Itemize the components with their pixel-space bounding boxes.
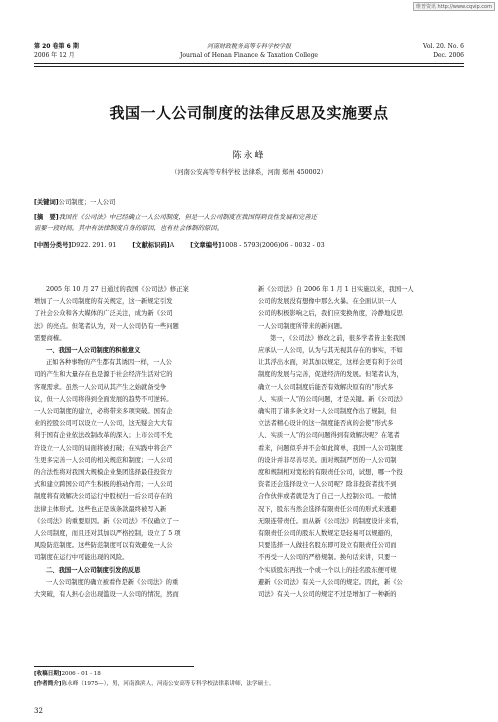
text-line: 许设立一人公司的局面将被打破；在实践中将会产: [34, 444, 173, 452]
text-line: 大突破，有人担心会出现滥设一人公司的情况，然而: [34, 591, 179, 599]
text-line: 风险防范制度。这些防范制度可以有效避免一人公: [34, 542, 173, 550]
text-line: 只要选择一人做挂名股东即可设立有限责任公司而: [258, 542, 397, 550]
text-line: 了社会公众和各大媒体的广泛关注，成为新《公司: [34, 310, 173, 318]
text-line: 客观需求。虽然一人公司从其产生之始就备受争: [34, 383, 167, 391]
text-line: 生更多完善一人公司的相关规范和制度；一人公司: [34, 456, 173, 464]
text-line: 正如各种事物的产生都有其诱因一样，一人公: [46, 359, 172, 367]
text-line: 立法者精心设计的这一制度能否真的会使“形式多: [258, 420, 394, 428]
author-name: 陈永峰: [232, 151, 266, 161]
keywords-text: 公司制度；一人公司: [58, 199, 116, 206]
text-line: 人、实质一人”的公司问题，才是关键。新《公司法》: [258, 395, 407, 403]
text-line: 公司的积极影响之后，我们应变换角度，冷静地反思: [258, 310, 403, 318]
footnotes: [34, 669, 474, 689]
text-line: 让其浮出水面，对其加以规定，这样会更有利于公司: [258, 359, 403, 367]
text-line: 第一，《公司法》修改之前，很多学者皆主张我国: [270, 334, 406, 342]
author-bio: [34, 679, 474, 689]
text-line: 人、实质一人”的公司问题得到有效解决呢？在笔者: [258, 432, 400, 440]
abstract-line-2: 需要一段时间。其中有法律制度自身的原因，也有社会体制的原因。: [34, 225, 223, 232]
volume-info-en: [423, 42, 464, 60]
text-line: 一人公司制度所带来的新问题。: [258, 322, 347, 330]
abstract-label: [摘 要]: [34, 214, 59, 221]
text-line: 利于国有企业依法改制改革的深入；上市公司不允: [34, 432, 173, 440]
issue-date: 2006 年 12 月: [34, 52, 75, 59]
text-line: 一人公司制度的确立被看作是新《公司法》的重: [46, 578, 179, 586]
text-line: 的设计并非尽善尽美。面对规制严厉的一人公司制: [258, 456, 397, 464]
watermark-stamp: 维普资讯 http://www.cqvip.com: [413, 2, 495, 11]
text-line: 新《公司法》自 2006 年 1 月 1 日实施以来，我国一人: [258, 286, 414, 293]
section-1-paragraph: [34, 357, 240, 564]
header-rule: [34, 63, 464, 64]
text-line: 况下，股东当然会选择有限责任公司的形式来逃避: [258, 505, 397, 513]
article-title: 我国一人公司制度的法律反思及实施要点: [109, 104, 389, 122]
volume-issue: 第 20 卷第 6 期: [34, 43, 79, 50]
text-line: 制度的发展与完善，促进经济的发展。但笔者认为，: [258, 371, 403, 379]
section-heading-1: 一、我国一人公司制度的积极意义: [46, 347, 141, 355]
clc-number: D922. 291. 91: [71, 242, 117, 249]
text-line: 需要商榷。: [34, 334, 66, 342]
text-line: 度和规制相对宽松的有限责任公司，试想，哪一个投: [258, 469, 403, 477]
abstract: [34, 212, 464, 234]
text-line: 议，但一人公司将得到全面发展的趋势不可逆转。: [34, 395, 173, 403]
received-label: [收稿日期]: [34, 671, 62, 677]
text-line: 确立一人公司制度后能否有效解决原有的“形式多: [258, 383, 394, 391]
classification: [34, 240, 464, 251]
text-line: 法律主体形式。这些也正是该条款最终被写入新: [34, 505, 167, 513]
text-line: 合作伙伴或者就是为了自己一人控制公司。一般情: [258, 493, 397, 501]
text-line: 司法》有关一人公司的规定不过是增加了一种新的: [258, 591, 397, 599]
left-column: [34, 284, 240, 601]
journal-name-en: Journal of Henan Finance & Taxation College: [180, 52, 318, 59]
text-line: 增加了一人公司制度的有关规定，这一新规定引发: [34, 298, 173, 306]
text-line: 公司的发展没有想像中那么火暴。在全面认识一人: [258, 298, 397, 306]
doc-code-label: [文献标识码]: [132, 242, 170, 249]
keywords: [34, 197, 464, 208]
right-column: [258, 284, 464, 601]
article-number-label: [文章编号]: [190, 242, 222, 249]
abstract-line-1: 我国在《公司法》中已经确立一人公司制度，但是一人公司制度在我国得到良性发展和完善还: [58, 214, 317, 221]
section-2-paragraph: [34, 577, 240, 601]
text-line: 资者还会选择设立一人公司呢？除非投资者找不到: [258, 481, 397, 489]
text-line: 有限责任公司的股东人数规定是轻易可以规避的，: [258, 530, 397, 538]
text-line: 司制度在运行中可能出现的风险。: [34, 554, 129, 562]
text-line: 的合法性将对我国大规模企业集团选择最佳投资方: [34, 469, 173, 477]
text-line: 法》的亮点。但笔者认为，对一人公司仍有一些问题: [34, 322, 179, 330]
right-paragraph-2: [258, 333, 464, 601]
right-paragraph-1: [258, 284, 464, 333]
text-line: 看来，问题似乎并不会如此简单，我国一人公司制度: [258, 444, 403, 452]
text-line: 司的产生和大量存在也是源于社会经济生活对它的: [34, 371, 173, 379]
page-number: 32: [34, 707, 43, 715]
text-line: 确实用了诸多条文对一人公司制度作出了规制，但: [258, 408, 397, 416]
keywords-label: [关键词]: [34, 199, 59, 206]
clc-label: [中图分类号]: [34, 242, 72, 249]
author-bio-label: [作者简介]: [34, 681, 62, 687]
text-line: 制度将有效解决公司运行中股权归一后公司存在的: [34, 493, 173, 501]
issue-date-en: Dec. 2006: [433, 52, 464, 59]
text-line: 人公司制度，而且还对其加以严格控制，设立了 5 项: [34, 530, 181, 538]
text-line: 个实质股东再找一个或一个以上的挂名股东便可规: [258, 566, 397, 574]
author-bio-text: 陈永峰（1975—），男，河南淮滨人，河南公安高等专科学校法律系讲师，法学硕士。: [61, 681, 275, 687]
text-line: 无限连带责任。而从新《公司法》的制度设计来看，: [258, 517, 403, 525]
volume-issue-en: Vol. 20. No. 6: [423, 43, 464, 50]
journal-name-cn: 河南财政税务高等专科学校学报: [206, 43, 291, 50]
received-date: [34, 669, 474, 679]
section-heading-2: 二、我国一人公司制度引发的反思: [46, 566, 141, 574]
text-line: 式和建立跨国公司产生积极的推动作用；一人公司: [34, 481, 173, 489]
received-value: 2006 - 01 - 18: [61, 671, 101, 677]
text-line: 《公司法》的重要原因。新《公司法》不仅确立了一: [34, 517, 179, 525]
text-line: 业的控股公司可以设立一人公司，这无疑会大大有: [34, 420, 173, 428]
text-line: 一人公司制度的建立，必将带来多项突破。国有企: [34, 408, 173, 416]
header-rule-thin: [34, 66, 464, 67]
intro-paragraph: [34, 284, 240, 345]
article-number: 1008 - 5793(2006)06 - 0032 - 03: [221, 242, 325, 249]
doc-code: A: [169, 242, 175, 249]
text-line: 应承认一人公司，认为与其无视其存在的事实，不如: [258, 347, 403, 355]
text-line: 2005 年 10 月 27 日通过的我国《公司法》修正案: [46, 286, 189, 293]
text-line: 不再受一人公司的严格规制。换句话来讲，只要一: [258, 554, 397, 562]
text-line: 避新《公司法》有关一人公司的规定。因此，新《公: [258, 578, 403, 586]
author-affiliation: （河南公安高等专科学校 法律系，河南 郑州 450002）: [171, 169, 327, 176]
footnote-rule: [34, 666, 194, 667]
